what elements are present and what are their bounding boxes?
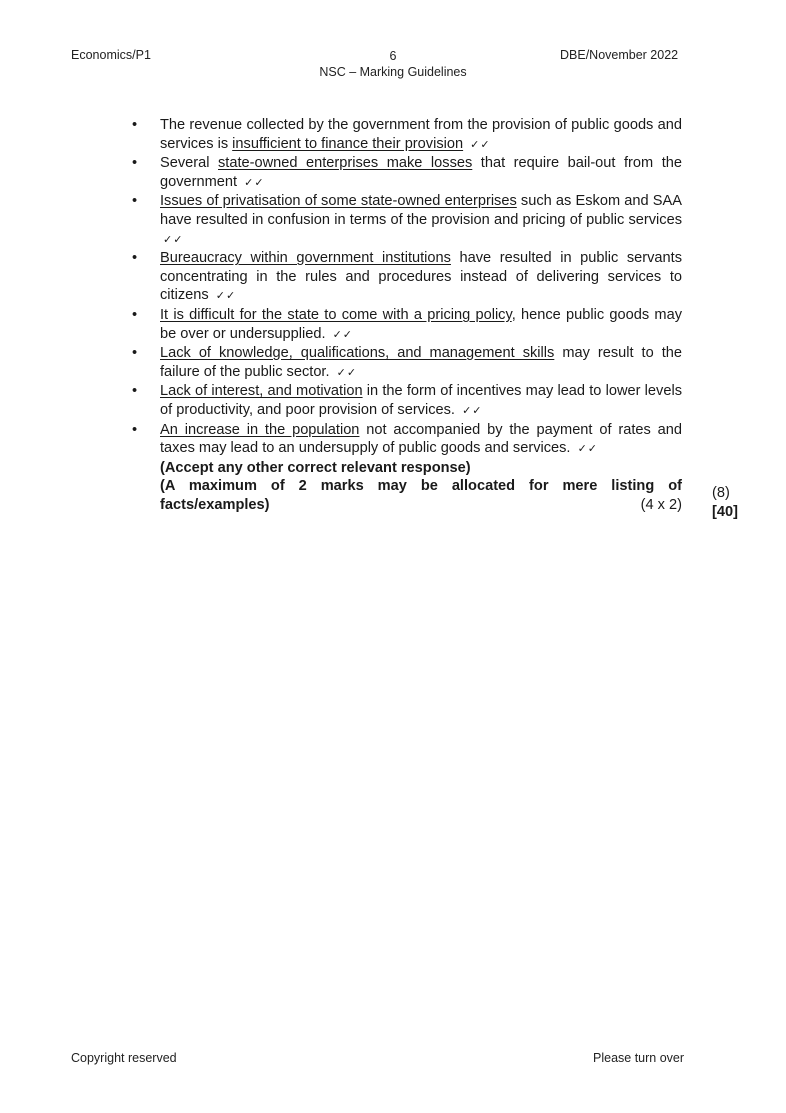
- check-marks-icon: ✓✓: [332, 328, 354, 341]
- footer-copyright: Copyright reserved: [71, 1051, 177, 1065]
- bullet-icon: •: [132, 193, 138, 210]
- key-phrase: Lack of interest, and motivation: [160, 383, 363, 400]
- bullet-icon: •: [132, 306, 138, 323]
- header-subtitle: NSC – Marking Guidelines: [319, 65, 467, 79]
- bullet-icon: •: [132, 155, 138, 172]
- bullet-icon: •: [132, 421, 138, 438]
- check-marks-icon: ✓✓: [577, 443, 598, 456]
- list-item: • The revenue collected by the government from the provision of public goods and services is insufficient to finance their provision ✓✓: [132, 117, 682, 152]
- list-item: • Lack of knowledge, qualifications, and management skills may result to the failure of the public sector. ✓✓: [132, 345, 682, 380]
- key-phrase: state-owned enterprises make losses: [218, 155, 473, 172]
- marks-column: [712, 484, 738, 521]
- check-marks-icon: ✓✓: [470, 138, 491, 151]
- bullet-icon: •: [132, 117, 138, 133]
- total-marks: [40]: [712, 503, 738, 520]
- key-phrase: It is difficult for the state to come with a pricing policy: [160, 306, 512, 323]
- accept-note: (Accept any other correct relevant response): [160, 459, 471, 476]
- key-phrase: Bureaucracy within government institutions: [160, 250, 451, 267]
- list-item: • An increase in the population not accompanied by the payment of rates and taxes may lead to an undersupply of public goods and services. ✓✓: [132, 421, 683, 457]
- bullet-icon: •: [132, 383, 138, 400]
- max-marks-note-continuation: facts/examples): [160, 496, 270, 513]
- max-marks-note: (A maximum of 2 marks may be allocated for mere listing of: [160, 478, 682, 495]
- key-phrase: Issues of privatisation of some state-owned enterprises: [160, 193, 517, 210]
- check-marks-icon: ✓✓: [163, 233, 184, 246]
- list-item: • Bureaucracy within government institutions have resulted in public servants concentrating in the rules and procedures instead of delivering services to citizens ✓✓: [132, 250, 682, 304]
- answer-list: [132, 116, 682, 459]
- header-exam-session: DBE/November 2022: [560, 48, 679, 62]
- check-marks-icon: ✓✓: [462, 404, 483, 417]
- header-paper-code: Economics/P1: [71, 48, 151, 62]
- list-item: • Several state-owned enterprises make losses that require bail-out from the government ✓✓: [132, 155, 682, 190]
- check-marks-icon: ✓✓: [215, 290, 237, 303]
- list-item: • Lack of interest, and motivation in the form of incentives may lead to lower levels of productivity, and poor provision of services. ✓✓: [132, 383, 682, 418]
- check-marks-icon: ✓✓: [336, 366, 358, 379]
- list-item: • It is difficult for the state to come with a pricing policy, hence public goods may be over or undersupplied. ✓✓: [132, 306, 682, 342]
- marking-content: [132, 116, 682, 514]
- check-marks-icon: ✓✓: [244, 176, 265, 189]
- key-phrase: insufficient to finance their provision: [232, 135, 464, 152]
- key-phrase: Lack of knowledge, qualifications, and management skills: [160, 345, 555, 362]
- bullet-icon: •: [132, 345, 138, 362]
- footer-turn-over: Please turn over: [593, 1051, 685, 1065]
- max-marks-note-end: [132, 496, 682, 515]
- subtotal-marks: (8): [712, 485, 730, 501]
- key-phrase: An increase in the population: [160, 421, 360, 438]
- list-item: • Issues of privatisation of some state-owned enterprises such as Eskom and SAA have resulted in confusion in terms of the provision and pricing of public services ✓✓: [132, 193, 682, 246]
- mark-allocation: (4 x 2): [640, 496, 682, 513]
- bullet-icon: •: [132, 250, 138, 267]
- page-number: 6: [389, 49, 397, 63]
